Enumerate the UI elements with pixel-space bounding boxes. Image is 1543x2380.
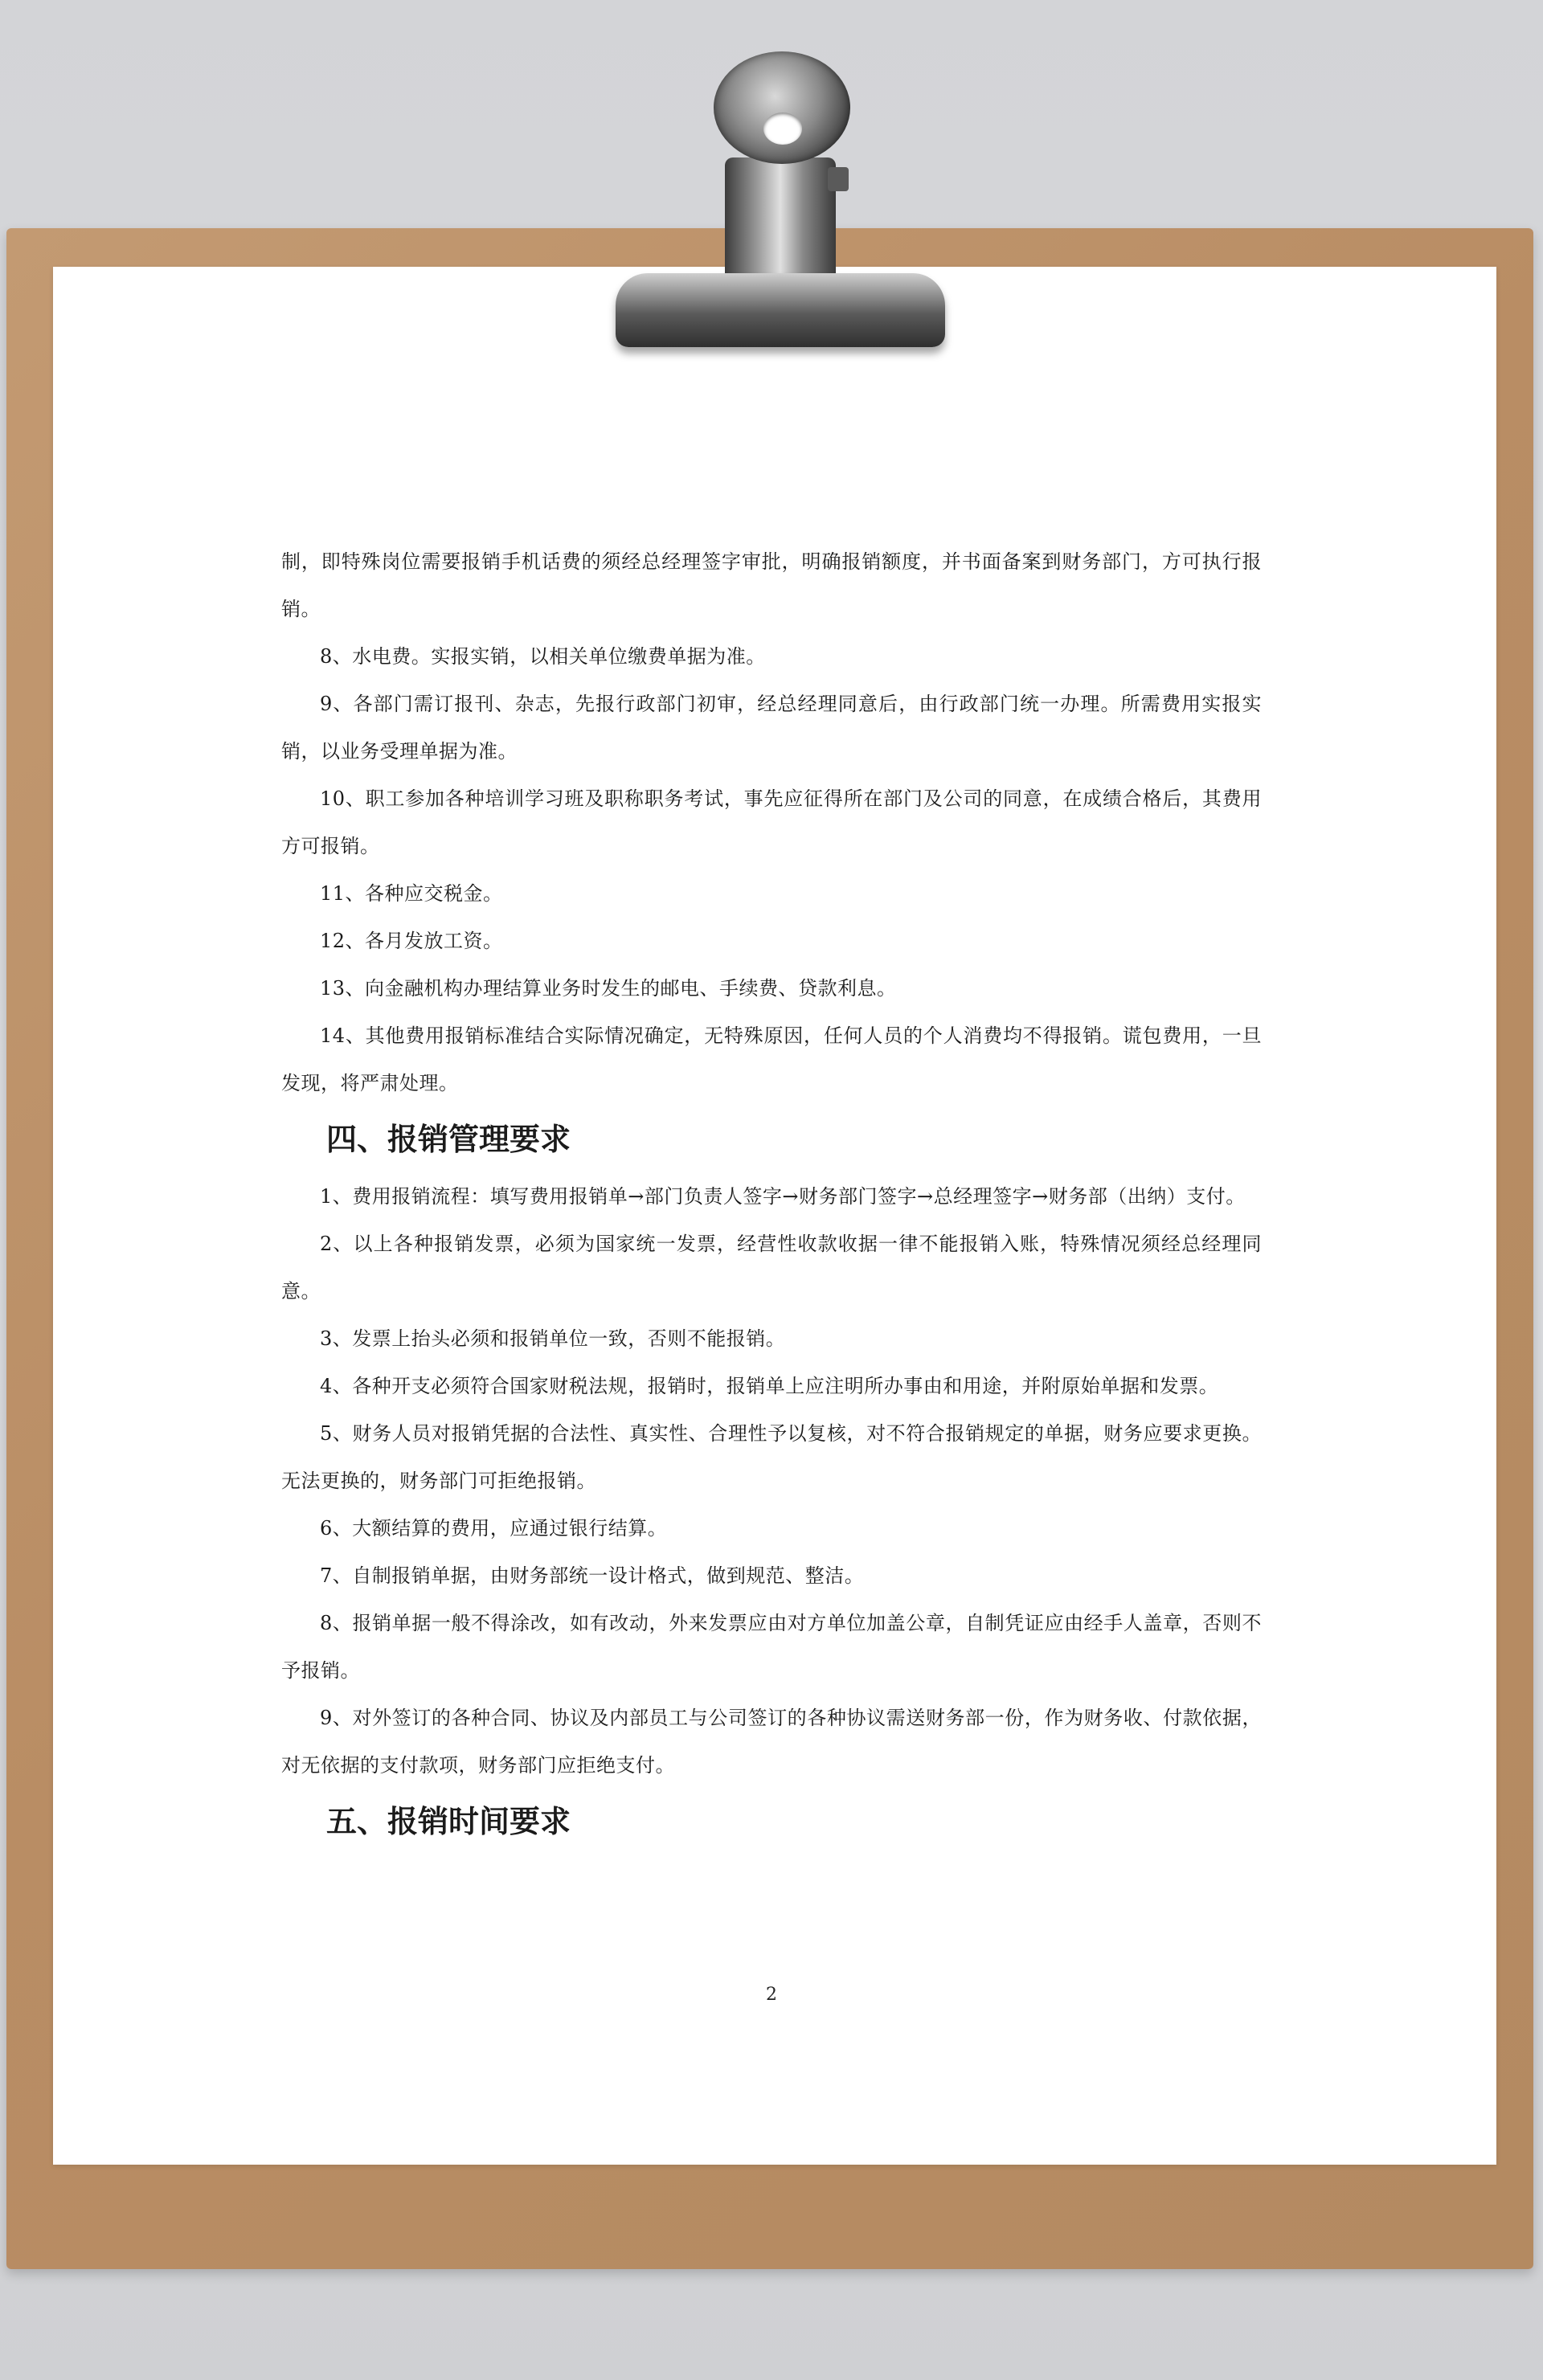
clip-hole [763, 112, 802, 145]
section-expense-items [281, 538, 1262, 1107]
paragraph: 6、大额结算的费用，应通过银行结算。 [320, 1517, 668, 1540]
clip-neck [725, 157, 836, 286]
paragraph: 7、自制报销单据，由财务部统一设计格式，做到规范、整洁。 [320, 1564, 865, 1587]
paragraph: 1、费用报销流程：填写费用报销单→部门负责人签字→财务部门签字→总经理签字→财务部（出纳）支付。 [320, 1185, 1246, 1208]
section-management-requirements [281, 1173, 1262, 1789]
paragraph: 9、对外签订的各种合同、协议及内部员工与公司签订的各种协议需送财务部一份，作为财务收、付款依据，对无依据的支付款项，财务部门应拒绝支付。 [281, 1707, 1262, 1777]
paragraph: 2、以上各种报销发票，必须为国家统一发票，经营性收款收据一律不能报销入账，特殊情况须经总经理同意。 [281, 1233, 1262, 1302]
paragraph: 12、各月发放工资。 [320, 930, 503, 952]
document-body [281, 538, 1262, 1855]
paragraph: 14、其他费用报销标准结合实际情况确定，无特殊原因，任何人员的个人消费均不得报销。谎包费用，一旦发现，将严肃处理。 [281, 1024, 1262, 1094]
clip-tab [828, 167, 849, 191]
clip-ring [714, 51, 850, 164]
paragraph: 11、各种应交税金。 [320, 882, 503, 905]
paragraph: 4、各种开支必须符合国家财税法规，报销时，报销单上应注明所办事由和用途，并附原始单据和发票。 [320, 1375, 1219, 1397]
section-heading-time: 五、报销时间要求 [326, 1803, 571, 1839]
paragraph: 8、水电费。实报实销，以相关单位缴费单据为准。 [320, 645, 766, 668]
binder-clip-icon [616, 273, 945, 347]
paragraph: 3、发票上抬头必须和报销单位一致，否则不能报销。 [320, 1327, 786, 1350]
paragraph: 9、各部门需订报刊、杂志，先报行政部门初审，经总经理同意后，由行政部门统一办理。所需费用实报实销，以业务受理单据为准。 [281, 693, 1262, 763]
section-heading-management: 四、报销管理要求 [326, 1121, 571, 1157]
paragraph: 制，即特殊岗位需要报销手机话费的须经总经理签字审批，明确报销额度，并书面备案到财务部门，方可执行报销。 [281, 550, 1262, 620]
paragraph: 5、财务人员对报销凭据的合法性、真实性、合理性予以复核，对不符合报销规定的单据，财务应要求更换。无法更换的，财务部门可拒绝报销。 [281, 1422, 1262, 1492]
paragraph: 13、向金融机构办理结算业务时发生的邮电、手续费、贷款利息。 [320, 977, 897, 1000]
page-number: 2 [766, 1985, 777, 2005]
paragraph: 10、职工参加各种培训学习班及职称职务考试，事先应征得所在部门及公司的同意，在成绩合格后，其费用方可报销。 [281, 787, 1262, 857]
paragraph: 8、报销单据一般不得涂改，如有改动，外来发票应由对方单位加盖公章，自制凭证应由经手人盖章，否则不予报销。 [281, 1612, 1262, 1682]
